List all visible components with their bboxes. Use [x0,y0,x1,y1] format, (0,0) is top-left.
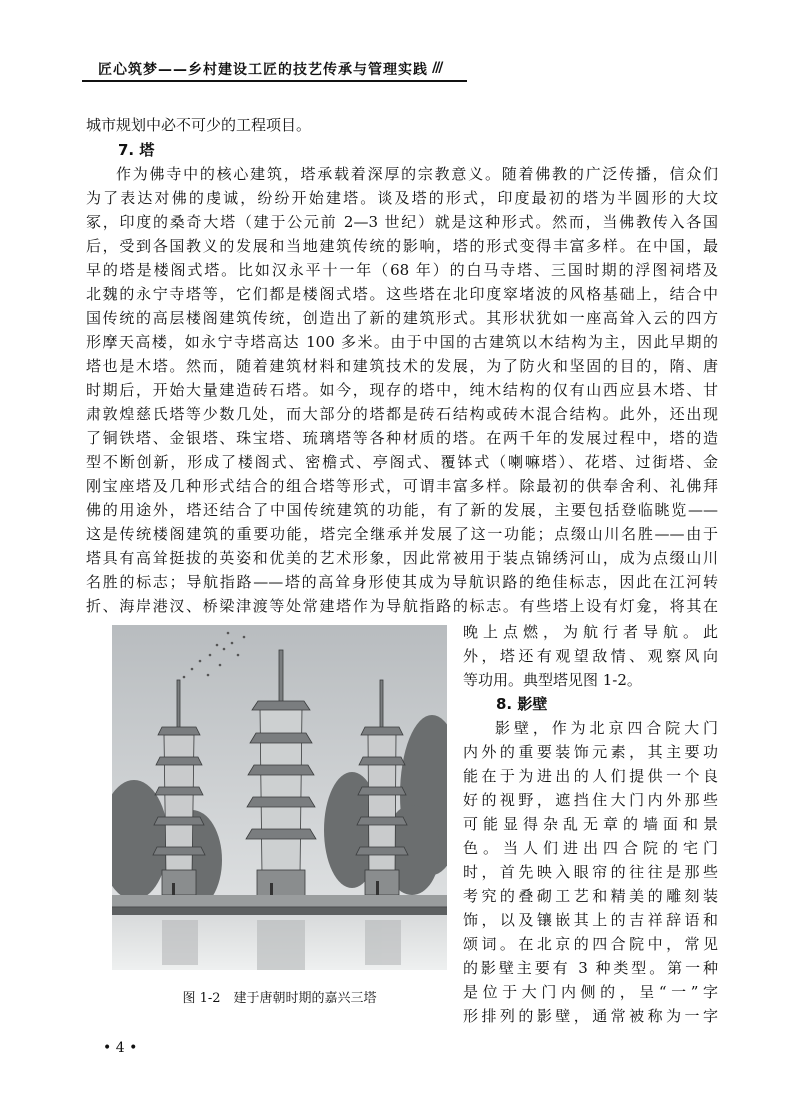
body-line: 能在于为进出的人们提供一个良 [463,767,718,785]
body-line: 型不断创新，形成了楼阁式、密檐式、亭阁式、覆钵式（喇嘛塔）、花塔、过街塔、金 [86,453,718,471]
section-heading-7: 7. 塔 [118,141,155,159]
body-line: 形排列的影壁，通常被称为一字 [463,1007,718,1025]
body-line: 为了表达对佛的虔诚，纷纷开始建塔。谈及塔的形式，印度最初的塔为半圆形的大坟 [86,189,718,207]
body-line: 作为佛寺中的核心建筑，塔承载着深厚的宗教意义。随着佛教的广泛传播，信众们 [116,165,718,183]
body-line: 国传统的高层楼阁建筑传统，创造出了新的建筑形式。其形状犹如一座高耸入云的四方 [86,309,718,327]
body-line: 冢，印度的桑奇大塔（建于公元前 2—3 世纪）就是这种形式。然而，当佛教传入各国 [86,213,718,231]
body-line: 北魏的永宁寺塔等，它们都是楼阁式塔。这些塔在北印度窣堵波的风格基础上，结合中 [86,285,718,303]
body-line: 内外的重要装饰元素，其主要功 [463,743,718,761]
body-line: 折、海岸港汊、桥梁津渡等处常建塔作为导航指路的标志。有些塔上设有灯龛，将其在 [86,597,718,615]
body-line: 时期后，开始大量建造砖石塔。如今，现存的塔中，纯木结构的仅有山西应县木塔、甘 [86,381,718,399]
body-line: 的影壁主要有 3 种类型。第一种 [463,959,718,977]
body-line: 这是传统楼阁建筑的重要功能，塔完全继承并发展了这一功能；点缀山川名胜——由于 [86,525,718,543]
section-heading-8: 8. 影壁 [496,695,548,713]
body-line: 外，塔还有观望敌情、观察风向 [463,647,718,665]
body-line: 塔也是木塔。然而，随着建筑材料和建筑技术的发展，为了防火和坚固的目的，隋、唐 [86,357,718,375]
body-line: 影壁，作为北京四合院大门 [495,719,718,737]
body-line: 好的视野，遮挡住大门内外那些 [463,791,718,809]
body-line: 名胜的标志；导航指路——塔的高耸身形使其成为导航识路的绝佳标志，因此在江河转 [86,573,718,591]
pagoda-photo [112,625,447,970]
body-line: 等功用。典型塔见图 1-2。 [463,671,642,689]
header-slash-marks: /// [432,60,442,76]
running-header-title: 匠心筑梦——乡村建设工匠的技艺传承与管理实践 [98,62,428,78]
body-line: 是位于大门内侧的，呈“一”字 [463,983,718,1001]
body-line: 佛的用途外，塔还结合了中国传统建筑的功能，有了新的发展，主要包括登临眺览—— [86,501,718,519]
body-line: 色。当人们进出四合院的宅门 [463,839,718,857]
page-number: • 4 • [103,1040,138,1056]
header-rule [82,80,467,82]
body-line: 形摩天高楼，如永宁寺塔高达 100 多米。由于中国的古建筑以木结构为主，因此早期的 [86,333,718,351]
body-line: 考究的叠砌工艺和精美的雕刻装 [463,887,718,905]
body-line: 可能显得杂乱无章的墙面和景 [463,815,718,833]
body-line: 颂词。在北京的四合院中，常见 [463,935,718,953]
body-line: 肃敦煌慈氏塔等少数几处，而大部分的塔都是砖石结构或砖木混合结构。此外，还出现 [86,405,718,423]
body-line: 早的塔是楼阁式塔。比如汉永平十一年（68 年）的白马寺塔、三国时期的浮图祠塔及 [86,261,718,279]
body-line: 晚上点燃，为航行者导航。此 [463,623,718,641]
body-line: 后，受到各国教义的发展和当地建筑传统的影响，塔的形式变得丰富多样。在中国，最 [86,237,718,255]
figure-caption: 图 1-2 建于唐朝时期的嘉兴三塔 [182,991,377,1006]
body-line: 了铜铁塔、金银塔、珠宝塔、琉璃塔等各种材质的塔。在两千年的发展过程中，塔的造 [86,429,718,447]
body-line: 时，首先映入眼帘的往往是那些 [463,863,718,881]
body-line: 城市规划中必不可少的工程项目。 [86,116,312,134]
body-line: 刚宝座塔及几种形式结合的组合塔等形式，可谓丰富多样。除最初的供奉舍利、礼佛拜 [86,477,718,495]
body-line: 饰，以及镶嵌其上的吉祥辞语和 [463,911,718,929]
body-line: 塔具有高耸挺拔的英姿和优美的艺术形象，因此常被用于装点锦绣河山，成为点缀山川 [86,549,718,567]
